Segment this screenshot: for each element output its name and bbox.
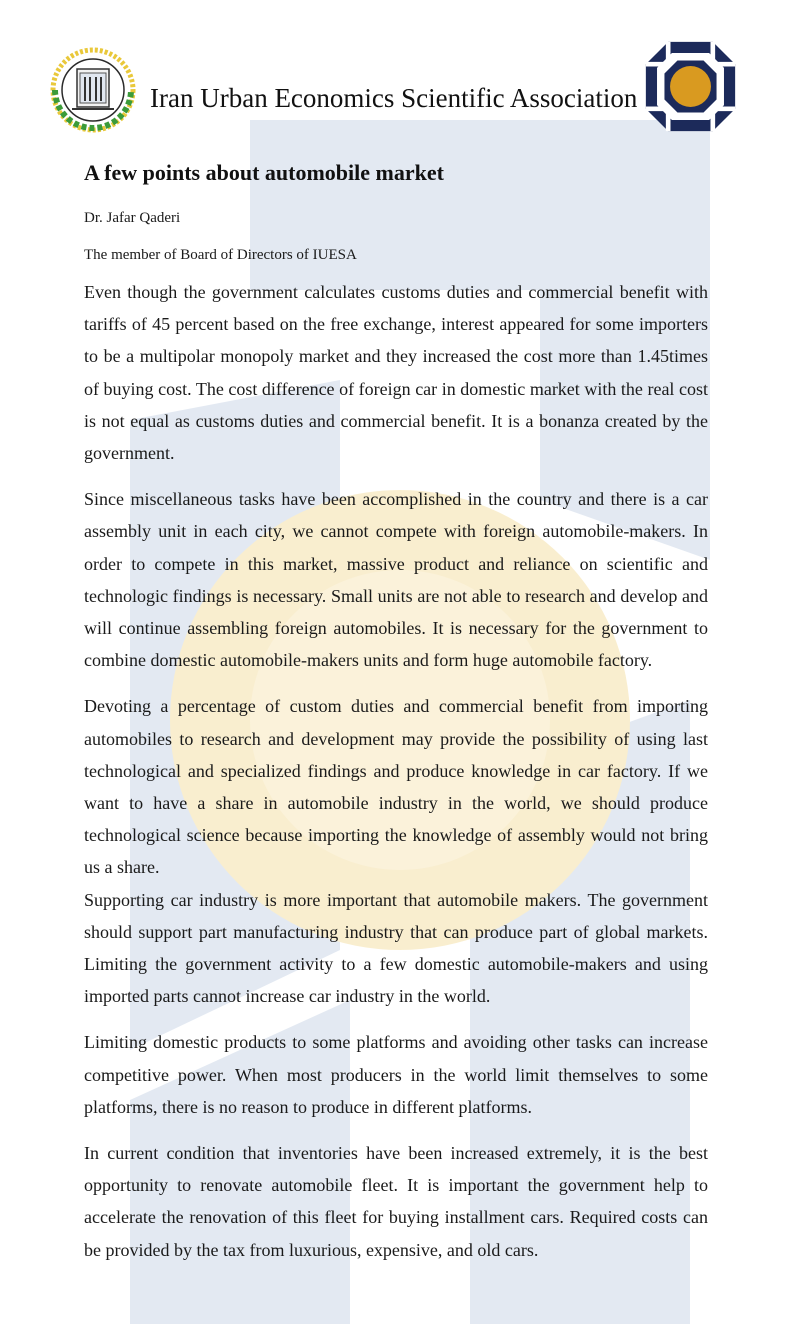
document-header [0,0,792,140]
association-emblem-icon [50,47,136,133]
paragraph-2: Since miscellaneous tasks have been accomplished in the country and there is a car assembly unit in each city, we cannot compete with foreign automobile-makers. In order to compete in this market, massive product and reliance on scientific and technologic findings is necessary. Small units are not able to research and develop and will continue assembling foreign automobiles. It is necessary for the government to combine domestic automobile-makers units and form huge automobile factory. [84,489,708,671]
author-role: The member of Board of Directors of IUESA [84,247,357,263]
association-name: Iran Urban Economics Scientific Association [150,83,638,113]
author-name: Dr. Jafar Qaderi [84,210,181,226]
article [84,155,708,1266]
paragraph-1: Even though the government calculates customs duties and commercial benefit with tariffs of 45 percent based on the free exchange, interest appeared for some importers to be a multipolar monopoly market and they increased the cost more than 1.45times of buying cost. The cost difference of foreign car in domestic market with the real cost is not equal as customs duties and commercial benefit. It is a bonanza created by the government. [84,282,708,464]
paragraph-5: Limiting domestic products to some platforms and avoiding other tasks can increase competitive power. When most producers in the world limit themselves to some platforms, there is no reason to produce in different platforms. [84,1032,708,1117]
paragraph-3: Devoting a percentage of custom duties and commercial benefit from importing automobiles to research and development may provide the possibility of using last technological and specialized findings and produce knowledge in car factory. If we want to have a share in automobile industry in the world, we should produce technological science because importing the knowledge of assembly would not bring us a share. [84,696,708,878]
paragraph-6: In current condition that inventories have been increased extremely, it is the best opportunity to renovate automobile fleet. It is important the government help to accelerate the renovation of this fleet for buying installment cars. Required costs can be provided by the tax from luxurious, expensive, and old cars. [84,1143,708,1260]
association-logo-icon [644,40,737,133]
paragraph-4: Supporting car industry is more important that automobile makers. The government should support part manufacturing industry that can produce part of global markets. Limiting the government activity to a few domestic automobile-makers and using imported parts cannot increase car industry in the world. [84,889,708,1007]
article-title: A few points about automobile market [84,160,444,185]
